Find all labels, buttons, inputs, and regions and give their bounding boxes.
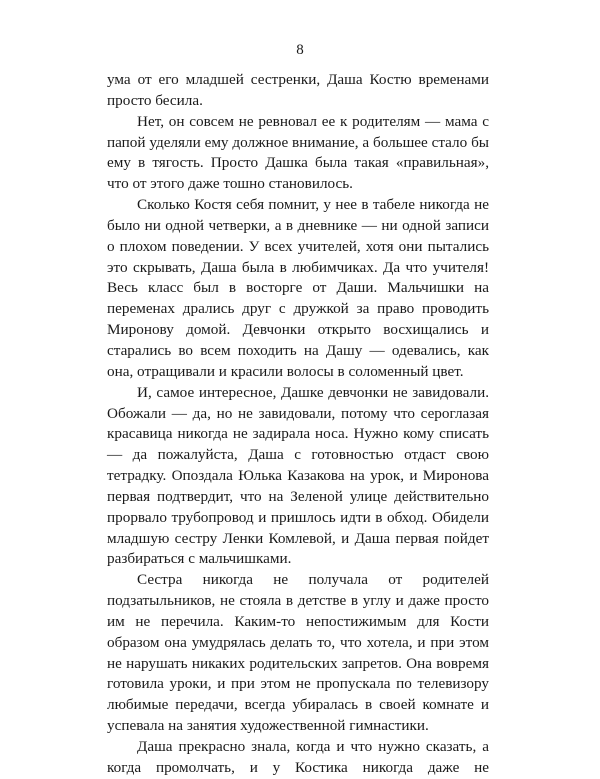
paragraph-4: И, самое интересное, Дашке девчонки не завидовали. Обожали — да, но не завидовали, потому что сероглазая красавица никогда не задирала носа. Нужно кому списать — да пожалуйста, Даша с готовностью отдаст свою тетрадку. Опоздала Юлька Казакова на урок, и Миронова первая подтвердит, что на Зеленой улице действительно прорвало трубопровод и пришлось идти в обход. Обидели младшую сестру Ленки Комлевой, и Даша первая пойдет разбираться с мальчишками. bbox=[107, 383, 489, 568]
paragraph-6: Даша прекрасно знала, когда и что нужно сказать, а когда промолчать, и у Костика никогда даже не bbox=[107, 738, 489, 776]
paragraph-3: Сколько Костя себя помнит, у нее в табеле никогда не было ни одной четверки, а в дневнике — ни одной записи о плохом поведении. У всех учителей, хотя они пытались это скрывать, Даша была в любимчиках. Да что учителя! Весь класс был в восторге от Даши. Мальчишки на переменах дрались друг с дружкой за право проводить Миронову домой. Девчонки открыто восхищались и старались во всем походить на Дашу — одевались, как она, отращивали и красили волосы в соломенный цвет. bbox=[107, 196, 489, 380]
page-body-text bbox=[107, 70, 489, 779]
paragraph-2: Нет, он совсем не ревновал ее к родителям — мама с папой уделяли ему должное внимание, а большее стало бы ему в тягость. Просто Дашка была такая «правильная», что от этого даже тошно становилось. bbox=[107, 112, 489, 193]
page-number: 8 bbox=[296, 42, 304, 58]
paragraph-1: ума от его младшей сестренки, Даша Костю временами просто бесила. bbox=[107, 71, 489, 109]
paragraph-5: Сестра никогда не получала от родителей подзатыльников, не стояла в детстве в углу и даже просто им не перечила. Каким-то непостижимым для Кости образом она умудрялась делать то, что хотела, и при этом не нарушать никаких родительских запретов. Она вовремя готовила уроки, и при этом не пропускала по телевизору любимые передачи, всегда убиралась в своей комнате и успевала на занятия художественной гимнастики. bbox=[107, 571, 489, 735]
